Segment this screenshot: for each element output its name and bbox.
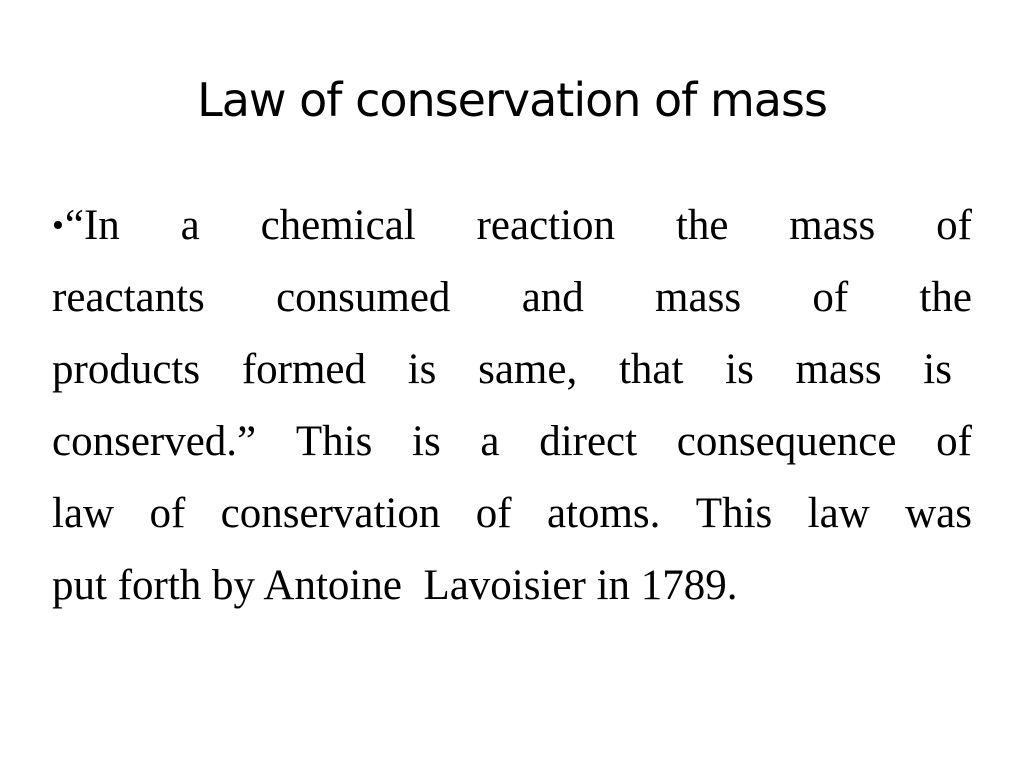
word: was xyxy=(905,490,972,537)
word: mass xyxy=(789,202,876,249)
word: chemical xyxy=(260,202,416,249)
word: law xyxy=(807,490,870,537)
word: is xyxy=(725,346,754,393)
word: This xyxy=(295,418,373,465)
word: mass xyxy=(795,346,882,393)
word: of xyxy=(475,490,512,537)
word: of xyxy=(936,202,972,249)
word: a xyxy=(480,418,500,465)
line-text-6: put forth by Antoine Lavoisier in 1789. xyxy=(52,562,738,609)
word: that xyxy=(618,346,684,393)
word: formed xyxy=(241,346,366,393)
line-words-4 xyxy=(52,406,972,478)
word: consumed xyxy=(276,274,451,321)
word: of xyxy=(812,274,849,321)
word: reaction xyxy=(476,202,616,249)
bullet-icon: • xyxy=(52,207,64,244)
slide-title: Law of conservation of mass xyxy=(197,73,827,127)
line-words-1 xyxy=(52,190,972,262)
text-line-5 xyxy=(52,478,972,550)
line-words-5 xyxy=(52,478,972,550)
line-words-2 xyxy=(52,262,972,334)
line-words-3 xyxy=(52,334,952,406)
word: This xyxy=(695,490,773,537)
text-line-2 xyxy=(52,262,972,334)
word: of xyxy=(149,490,186,537)
word: atoms. xyxy=(546,490,661,537)
word xyxy=(52,190,120,262)
bullet-paragraph xyxy=(52,190,972,622)
word: and xyxy=(521,274,584,321)
text-line-4 xyxy=(52,406,972,478)
word: same, xyxy=(478,346,578,393)
word: the xyxy=(675,202,729,249)
word: products xyxy=(52,346,201,393)
word: law xyxy=(52,490,115,537)
text-line-1 xyxy=(52,190,972,262)
word: is xyxy=(407,346,437,393)
word: is xyxy=(412,418,441,465)
word: a xyxy=(180,202,200,249)
text-line-6 xyxy=(52,550,972,622)
word: mass xyxy=(655,274,742,321)
word-text: “In xyxy=(64,202,120,249)
text-line-3 xyxy=(52,334,972,406)
word: reactants xyxy=(52,274,205,321)
word: is xyxy=(923,346,952,393)
word: direct xyxy=(539,418,638,465)
word: of xyxy=(936,418,972,465)
word: consequence xyxy=(676,418,897,465)
word: conservation xyxy=(220,490,441,537)
word: the xyxy=(919,274,972,321)
word: conserved.” xyxy=(52,418,257,465)
